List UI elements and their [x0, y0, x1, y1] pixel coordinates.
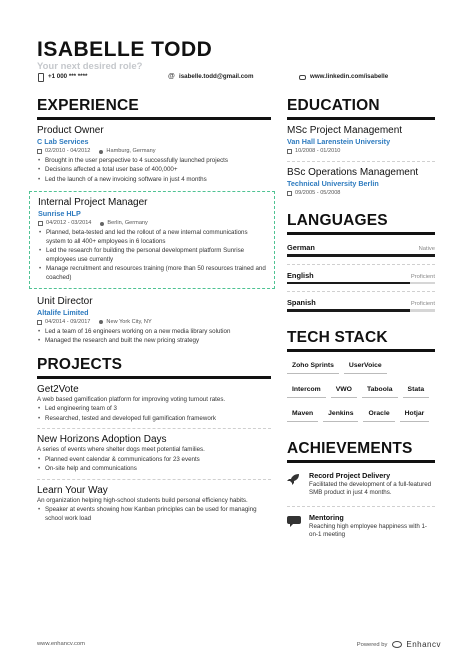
project-entry [37, 384, 271, 423]
school-name: Technical University Berlin [287, 179, 379, 188]
tech-tag: Intercom [287, 382, 326, 398]
calendar-icon [287, 191, 292, 196]
degree-title: MSc Project Management [287, 125, 403, 136]
candidate-name: ISABELLE TODD [37, 38, 213, 61]
divider [287, 291, 435, 292]
contact-row [37, 73, 441, 83]
language-bar-fill [287, 309, 410, 312]
contact-phone [37, 73, 87, 80]
job-meta [37, 147, 271, 156]
education-meta [287, 189, 435, 198]
job-title: Unit Director [37, 295, 93, 307]
rocket-icon [287, 472, 301, 484]
language-item [287, 298, 435, 312]
job-meta [37, 318, 271, 327]
language-bar [287, 309, 435, 312]
phone-icon [37, 73, 44, 80]
project-bullets [37, 405, 271, 423]
contact-linkedin[interactable] [299, 73, 388, 80]
tech-stack-heading: TECH STACK [287, 329, 435, 352]
project-entry [37, 485, 271, 524]
contact-email[interactable] [168, 73, 253, 80]
project-description: A web based gamification platform for improving voting turnout rates. [37, 395, 226, 403]
language-item [287, 271, 435, 285]
bullet-item: • Planned, beta-tested and led the rollout of a new internal communications system to all 400+ employees in 6 locations [38, 229, 268, 246]
tech-tag: Zoho Sprints [287, 358, 339, 374]
achievement-description: Reaching high employee happiness with 1-on-1 meeting [309, 522, 427, 539]
achievement-item [287, 513, 435, 540]
bullet-item: • Managed the research and built the new pricing strategy [37, 337, 271, 346]
experience-heading: EXPERIENCE [37, 97, 271, 120]
tech-tags [287, 358, 435, 430]
bullet-item: • Researched, tested and developed full gamification framework [37, 415, 271, 424]
language-bar-fill [287, 254, 435, 257]
achievement-item [287, 471, 435, 498]
divider [287, 264, 435, 265]
job-meta [38, 219, 268, 228]
language-item [287, 243, 435, 257]
company-name: Altalife Limited [37, 307, 89, 317]
job-location: Hamburg, Germany [106, 148, 156, 154]
bullet-item: • Speaker at events showing how Kanban principles can be used for managing school work load [37, 506, 271, 523]
job-title: Internal Project Manager [38, 197, 148, 209]
language-name: English [287, 270, 314, 280]
education-dates: 10/2008 - 01/2010 [295, 148, 341, 154]
bullet-item: • Manage recruitment and resources training (more than 50 resources trained and coached) [38, 265, 268, 282]
language-name: Spanish [287, 298, 316, 307]
education-entry [287, 167, 435, 198]
project-bullets [37, 506, 271, 523]
footer-powered [357, 640, 441, 649]
achievement-title: Mentoring [309, 512, 344, 522]
location-pin-icon [100, 222, 104, 226]
job-dates: 04/2012 - 03/2014 [46, 220, 92, 227]
divider [37, 428, 271, 429]
project-title: Get2Vote [37, 383, 79, 395]
bullet-item: • Brought in the user perspective to 4 successfully launched projects [37, 157, 271, 166]
language-bar [287, 254, 435, 257]
right-column [287, 97, 435, 548]
language-bar [287, 282, 435, 285]
divider [287, 161, 435, 162]
tech-tag: Maven [287, 406, 318, 422]
tech-tag: Hotjar [400, 406, 430, 422]
tech-tag: Stata [403, 382, 430, 398]
tech-tag: UserVoice [344, 358, 387, 374]
language-level: Native [418, 246, 435, 252]
calendar-icon [287, 149, 292, 154]
tech-tag: VWO [331, 382, 357, 398]
job-dates: 04/2014 - 09/2017 [45, 318, 91, 325]
project-bullets [37, 456, 271, 474]
project-title: New Horizons Adoption Days [37, 434, 167, 446]
achievement-description: Facilitated the development of a full-featured SMB product in just 4 months. [309, 480, 432, 497]
experience-entry-selected[interactable] [29, 191, 275, 289]
education-dates: 09/2005 - 05/2008 [295, 190, 341, 196]
bullet-item: • Led a team of 16 engineers working on a new media library solution [37, 328, 271, 337]
language-level: Proficient [410, 273, 435, 280]
calendar-icon [37, 149, 42, 154]
linkedin-text[interactable]: www.linkedin.com/isabelle [310, 73, 389, 80]
project-description: An organization helping high-school students build personal efficiency habits. [37, 496, 248, 504]
location-pin-icon [99, 150, 103, 154]
project-entry [37, 434, 271, 473]
language-name: German [287, 243, 315, 252]
achievement-title: Record Project Delivery [309, 470, 391, 480]
project-title: Learn Your Way [37, 484, 108, 496]
job-location: New York City, NY [106, 318, 152, 325]
languages-heading: LANGUAGES [287, 212, 435, 235]
tech-tag: Oracle [363, 406, 394, 422]
divider [287, 506, 435, 507]
brand-name: Enhancv [406, 640, 441, 649]
phone-text: +1 000 *** **** [48, 73, 88, 80]
achievements-heading: ACHIEVEMENTS [287, 440, 435, 463]
job-bullets [38, 229, 268, 282]
powered-by-text: Powered by [356, 641, 388, 648]
projects-heading: PROJECTS [37, 356, 271, 379]
bullet-item: • Decisions affected a total user base of 400,000+ [37, 166, 271, 175]
tech-tag: Jenkins [323, 406, 358, 422]
bullet-item: • Led the launch of a new invoicing software in just 4 months [37, 176, 271, 185]
language-bar-fill [287, 282, 410, 285]
calendar-icon [37, 320, 42, 325]
job-title: Product Owner [37, 125, 104, 136]
degree-title: BSc Operations Management [287, 167, 419, 178]
calendar-icon [38, 221, 43, 226]
location-pin-icon [99, 320, 103, 324]
speech-bubble-icon [287, 514, 301, 526]
job-dates: 02/2010 - 04/2012 [45, 148, 91, 154]
experience-entry [37, 125, 271, 184]
footer-site[interactable]: www.enhancv.com [37, 641, 85, 647]
divider [37, 479, 271, 480]
desired-role: Your next desired role? [37, 61, 143, 72]
link-icon [299, 73, 306, 80]
languages-list [287, 243, 435, 312]
education-entry [287, 125, 435, 156]
email-text[interactable]: isabelle.todd@gmail.com [179, 73, 254, 80]
project-description: A series of events where shelter dogs meet potential families. [37, 446, 205, 454]
language-level: Proficient [410, 301, 435, 307]
job-location: Berlin, Germany [107, 220, 148, 227]
experience-entry [37, 296, 271, 346]
education-heading: EDUCATION [287, 97, 435, 120]
education-meta [287, 147, 435, 156]
enhancv-logo-icon [392, 641, 402, 648]
job-bullets [37, 328, 271, 346]
job-bullets [37, 157, 271, 184]
company-name: Sunrise HLP [38, 209, 81, 219]
bullet-item: • On-site help and communications [37, 465, 271, 474]
bullet-item: • Planned event calendar & communications for 23 events [37, 456, 271, 465]
school-name: Van Hall Larenstein University [287, 137, 391, 146]
bullet-item: • Led the research for building the personal development platform Sunrise employees use currently [38, 247, 268, 264]
bullet-item: • Led engineering team of 3 [37, 405, 271, 414]
left-column [37, 97, 271, 530]
company-name: C Lab Services [37, 137, 89, 146]
at-icon: @ [168, 73, 175, 80]
tech-tag: Taboola [362, 382, 398, 398]
